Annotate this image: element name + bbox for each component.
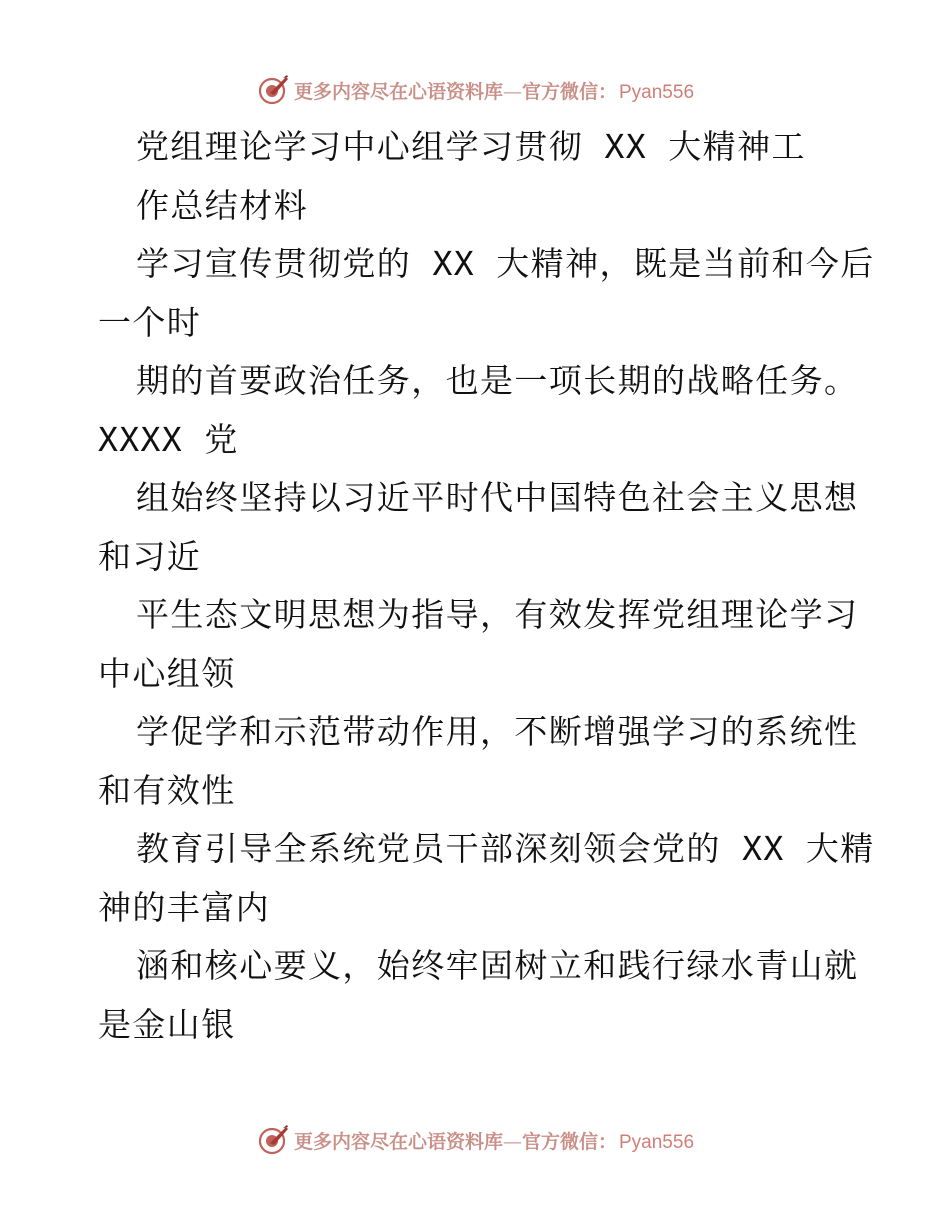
text-line: 是金山银 xyxy=(98,1004,236,1044)
quill-seal-icon xyxy=(256,73,290,107)
text-line: 作总结材料 xyxy=(136,185,308,225)
footer-watermark xyxy=(0,1120,950,1160)
text-line: 中心组领 xyxy=(98,653,236,693)
text-line: 和习近 xyxy=(98,536,202,576)
text-line: 期的首要政治任务，也是一项长期的战略任务。 xyxy=(136,361,859,400)
quill-seal-icon xyxy=(256,1123,290,1157)
wechat-id: Pyan556 xyxy=(619,1131,695,1153)
text-line: 教育引导全系统党员干部深刻领会党的 XX 大精 xyxy=(136,829,875,868)
text-line: 党组理论学习中心组学习贯彻 XX 大精神工 xyxy=(136,127,806,166)
text-line: 学习宣传贯彻党的 XX 大精神，既是当前和今后 xyxy=(136,244,875,283)
text-line: XXXX 党 xyxy=(98,419,239,459)
text-line: 平生态文明思想为指导，有效发挥党组理论学习 xyxy=(136,595,859,634)
text-line: 一个时 xyxy=(98,302,202,342)
text-line: 组始终坚持以习近平时代中国特色社会主义思想 xyxy=(136,478,859,517)
header-watermark xyxy=(0,70,950,110)
text-line: 和有效性 xyxy=(98,770,236,810)
text-line: 学促学和示范带动作用，不断增强学习的系统性 xyxy=(136,712,859,751)
text-line: 神的丰富内 xyxy=(98,887,270,927)
document-body xyxy=(98,118,875,1054)
text-line: 涵和核心要义，始终牢固树立和践行绿水青山就 xyxy=(136,946,859,985)
watermark-text: 更多内容尽在心语资料库—官方微信： Pyan556 xyxy=(293,80,695,103)
watermark-text: 更多内容尽在心语资料库—官方微信： Pyan556 xyxy=(293,1130,695,1153)
wechat-id: Pyan556 xyxy=(619,81,695,103)
